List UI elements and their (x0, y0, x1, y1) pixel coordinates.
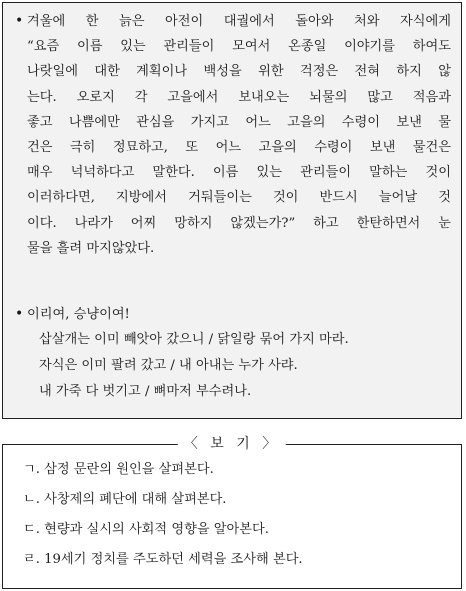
paragraph-line: 나랏일에 대한 계획이나 백성을 위한 걱정은 전혀 하지 않 (27, 64, 451, 80)
paragraph-line: 건은 극히 정묘하고, 또 어느 고을의 수령이 보낸 물건은 (27, 139, 451, 155)
bogi-option: ㄴ. 사창제의 폐단에 대해 살펴본다. (23, 492, 227, 507)
bogi-option: ㄱ. 삼정 문란의 원인을 살펴본다. (23, 462, 214, 477)
paragraph-line: 매우 넉넉하다고 말한다. 이름 있는 관리들이 말하는 것이 (27, 165, 451, 181)
poem-line: 삽살개는 이미 빼앗아 갔으니 / 닭일랑 묶어 가지 마라. (39, 332, 349, 347)
paragraph-2 (27, 302, 451, 327)
paragraph-line: 이러하다면, 지방에서 거둬들이는 것이 반드시 늘어날 것 (27, 190, 451, 206)
poem-line: 자식은 이미 팔려 갔고 / 내 아내는 누가 사랴. (39, 358, 298, 373)
poem-verse (39, 327, 349, 405)
paragraph-line: 물을 흘려 마지않았다. (27, 240, 155, 256)
bogi-option: ㄹ. 19세기 정치를 주도하던 세력을 조사해 본다. (23, 552, 303, 567)
paragraph-line: 이다. 나라가 어찌 망하지 않겠는가?” 하고 한탄하면서 눈 (27, 215, 451, 231)
paragraph-line: “요즘 이름 있는 관리들이 모여서 온종일 이야기를 하여도 (27, 39, 451, 55)
bullet-marker: • (15, 306, 24, 322)
paragraph-line: 겨울에 한 늙은 아전이 대궐에서 돌아와 처와 자식에게 (27, 14, 451, 29)
paragraph-line: 는다. 오로지 각 고을에서 보내오는 뇌물의 많고 적음과 (27, 89, 451, 105)
bogi-title: 〈 보 기 〉 (178, 435, 286, 453)
paragraph-line: 좋고 나쁨에만 관심을 가지고 어느 고을의 수령이 보낸 물 (27, 114, 451, 130)
bullet-marker: • (15, 13, 24, 29)
poem-line: 내 가죽 다 벗기고 / 뼈마저 부수려나. (39, 384, 252, 399)
paragraph-1 (27, 9, 451, 261)
source-passage-box (2, 2, 462, 419)
bogi-option: ㄷ. 현량과 실시의 사회적 영향을 알아본다. (23, 522, 269, 537)
bogi-box (2, 436, 462, 589)
poem-opening-line: 이리여, 승냥이여! (27, 307, 130, 322)
